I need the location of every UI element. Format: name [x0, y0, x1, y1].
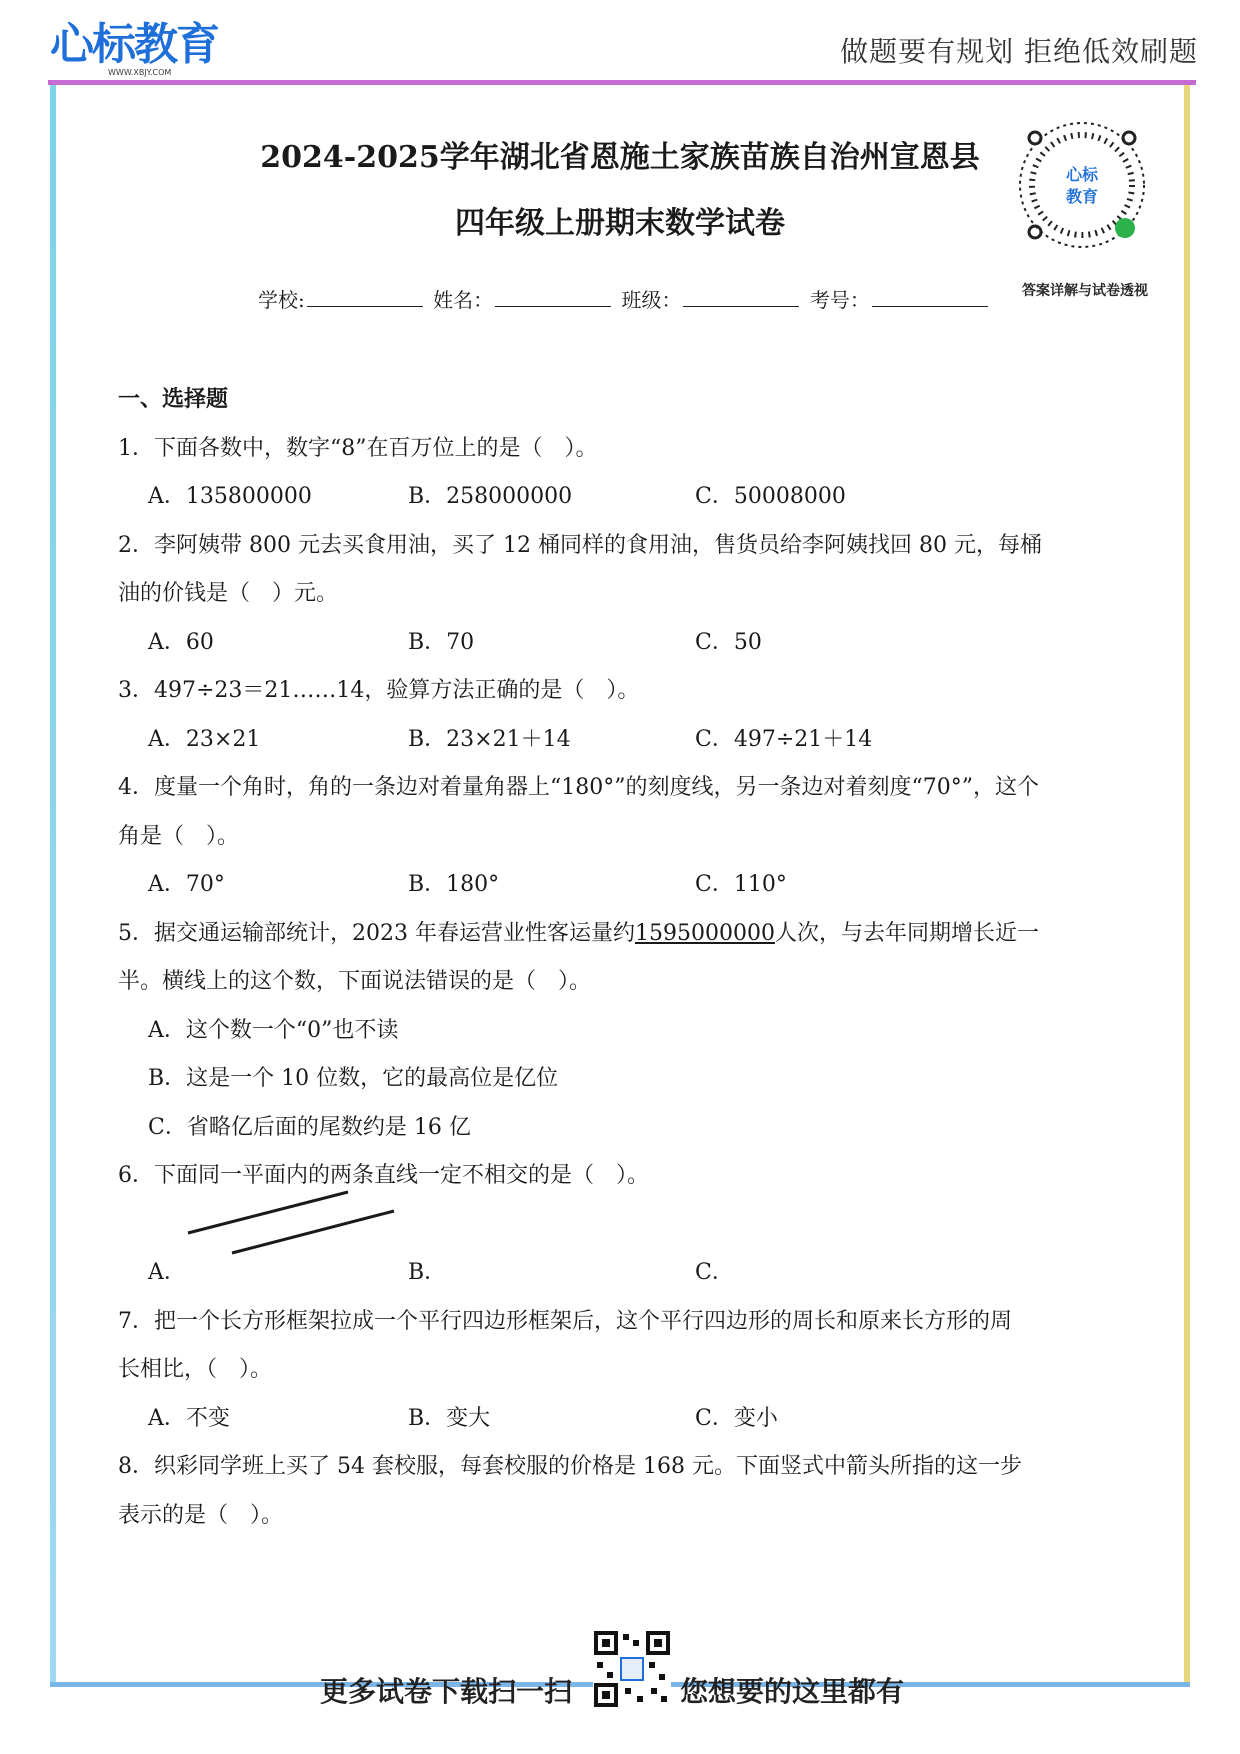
question-8-line2: 表示的是（ ）。: [118, 1502, 284, 1528]
question-6-options: [118, 1249, 1128, 1298]
svg-text:心标: 心标: [1065, 165, 1099, 184]
q5-text-pre: 5．据交通运输部统计，2023 年春运营业性客运量约: [118, 920, 635, 946]
school-label: 学校:: [258, 288, 305, 312]
question-1: 1．下面各数中，数字“8”在百万位上的是（ ）。: [118, 435, 598, 461]
question-7-options: [118, 1395, 1128, 1444]
q5-underlined-number: 1595000000: [634, 920, 775, 946]
class-label: 班级：: [621, 288, 682, 312]
option-a[interactable]: A．70°: [148, 872, 225, 897]
question-3-options: [118, 716, 1128, 765]
section-heading: 一、选择题: [118, 387, 229, 412]
footer-left-text: 更多试卷下载扫一扫: [320, 1675, 573, 1708]
question-2-options: [118, 619, 1128, 668]
question-1-options: [118, 473, 1128, 522]
option-b[interactable]: B．258000000: [408, 484, 573, 509]
question-2-line2: 油的价钱是（ ）元。: [118, 581, 339, 606]
option-b[interactable]: B．这是一个 10 位数，它的最高位是亿位: [148, 1066, 559, 1091]
option-a[interactable]: A．这个数一个“0”也不读: [148, 1017, 399, 1043]
logo-text: 心标教育: [50, 19, 218, 70]
option-a[interactable]: A．: [148, 1260, 186, 1285]
header-slogan: 做题要有规划 拒绝低效刷题: [840, 35, 1198, 68]
q6-figure-row: [118, 1201, 1128, 1250]
q5-text-post: 人次，与去年同期增长近一: [774, 920, 1039, 946]
option-b[interactable]: B．180°: [408, 872, 500, 897]
school-field[interactable]: [307, 288, 423, 307]
question-5-line2: 半。横线上的这个数，下面说法错误的是（ ）。: [118, 969, 592, 994]
svg-text:教育: 教育: [1065, 187, 1099, 206]
option-c[interactable]: C．变小: [695, 1405, 778, 1431]
brand-logo: [50, 20, 220, 82]
name-label: 姓名：: [433, 288, 494, 312]
exam-no-label: 考号：: [809, 288, 870, 312]
top-divider: [48, 80, 1196, 85]
option-c[interactable]: C．110°: [695, 872, 787, 897]
qr-caption: 答案详解与试卷透视: [1022, 283, 1148, 299]
option-b[interactable]: B．变大: [408, 1405, 491, 1431]
option-c[interactable]: C．50: [695, 629, 762, 655]
exam-title-line1: 2024-2025学年湖北省恩施土家族苗族自治州宣恩县: [260, 140, 980, 175]
exam-no-field[interactable]: [872, 288, 988, 307]
option-b[interactable]: B．23×21＋14: [408, 726, 571, 752]
question-5-line1: [118, 910, 1128, 959]
class-field[interactable]: [683, 288, 799, 307]
question-4-line1: 4．度量一个角时，角的一条边对着量角器上“180°”的刻度线，另一条边对着刻度“70°”，这个: [118, 775, 1039, 800]
student-info-line: [258, 284, 992, 313]
option-a[interactable]: A．23×21: [148, 726, 261, 752]
left-frame-border: [50, 85, 56, 1685]
question-7-line2: 长相比，（ ）。: [118, 1357, 273, 1382]
option-b[interactable]: B．70: [408, 629, 475, 655]
logo-url: WWW.XBJY.COM: [108, 68, 172, 77]
question-4-options: [118, 861, 1128, 910]
option-b[interactable]: B．: [408, 1260, 447, 1285]
option-c[interactable]: C．497÷21＋14: [695, 726, 873, 752]
question-list: [118, 376, 1128, 1540]
option-c[interactable]: C．50008000: [695, 484, 846, 509]
footer-qr-code-icon[interactable]: [593, 1630, 671, 1708]
qr-code-icon[interactable]: [1017, 120, 1147, 250]
question-6: 6．下面同一平面内的两条直线一定不相交的是（ ）。: [118, 1163, 649, 1188]
footer-right-text: 您想要的这里都有: [680, 1675, 905, 1708]
question-3: 3．497÷23＝21……14，验算方法正确的是（ ）。: [118, 678, 640, 703]
name-field[interactable]: [495, 288, 611, 307]
question-7-line1: 7．把一个长方形框架拉成一个平行四边形框架后，这个平行四边形的周长和原来长方形的周: [118, 1308, 1013, 1334]
question-4-line2: 角是（ ）。: [118, 823, 240, 849]
option-a[interactable]: A．135800000: [148, 484, 312, 509]
option-c[interactable]: C．省略亿后面的尾数约是 16 亿: [148, 1114, 471, 1140]
right-frame-border: [1184, 85, 1190, 1685]
option-a[interactable]: A．不变: [148, 1405, 230, 1431]
question-2-line1: 2．李阿姨带 800 元去买食用油，买了 12 桶同样的食用油，售货员给李阿姨找回 80 元，每桶: [118, 532, 1042, 558]
option-a[interactable]: A．60: [148, 629, 214, 655]
option-c[interactable]: C．: [695, 1260, 734, 1285]
question-8-line1: 8．织彩同学班上买了 54 套校服，每套校服的价格是 168 元。下面竖式中箭头所指的这一步: [118, 1454, 1022, 1479]
exam-title-line2: 四年级上册期末数学试卷: [455, 206, 785, 241]
